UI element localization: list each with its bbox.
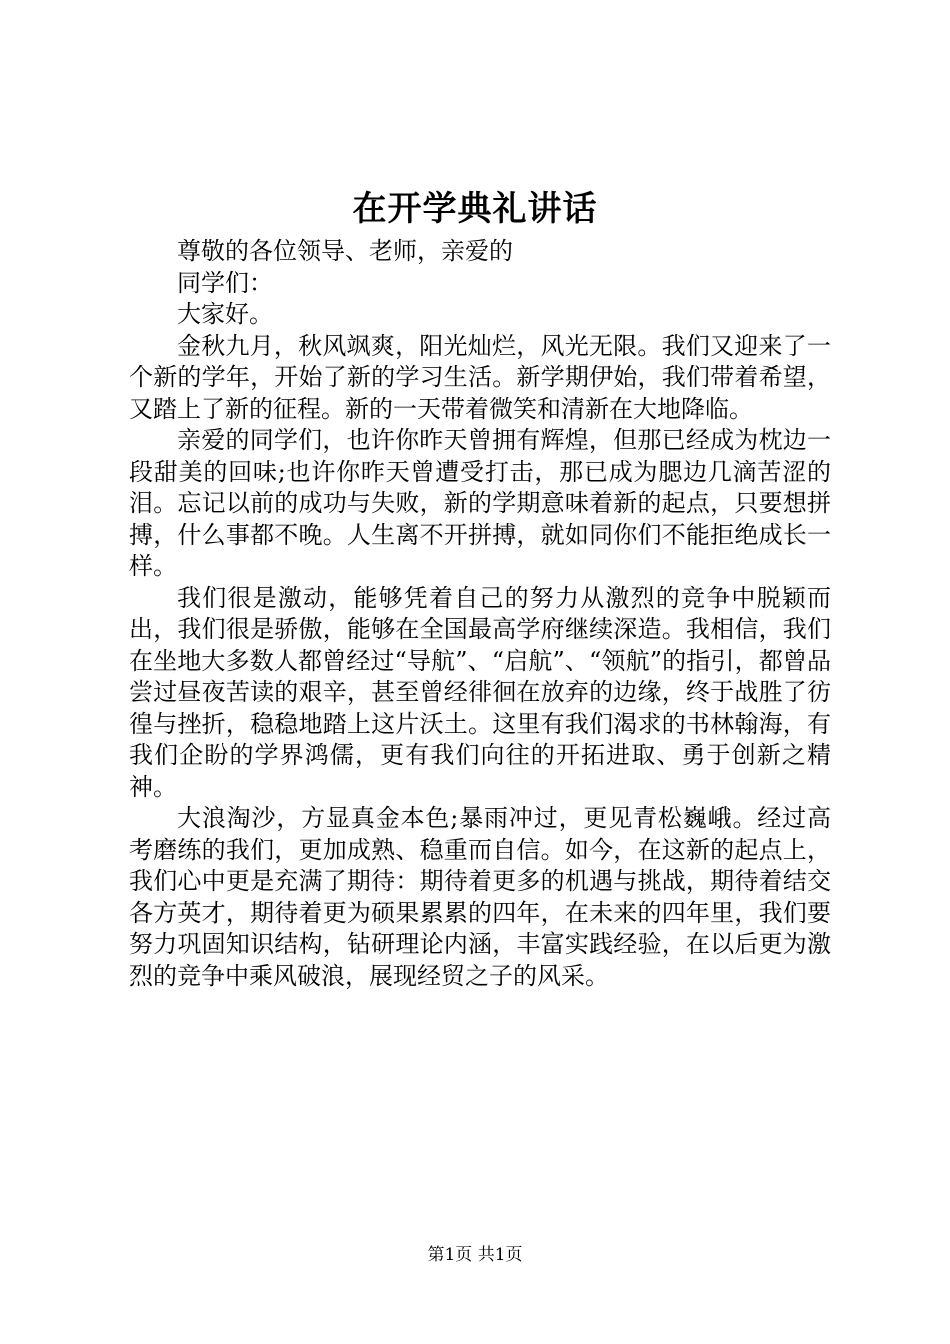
body-paragraph: 金秋九月，秋风飒爽，阳光灿烂，风光无限。我们又迎来了一个新的学年，开始了新的学习生活。新学期伊始，我们带着希望，又踏上了新的征程。新的一天带着微笑和清新在大地降临。 bbox=[129, 331, 831, 423]
body-paragraph: 我们很是激动，能够凭着自己的努力从激烈的竞争中脱颖而出，我们很是骄傲，能够在全国最高学府继续深造。我相信，我们在坐地大多数人都曾经过“导航”、“启航”、“领航”的指引，都曾品尝过昼夜苦读的艰辛，甚至曾经徘徊在放弃的边缘，终于战胜了彷徨与挫折，稳稳地踏上这片沃土。这里有我们渴求的书林翰海，有我们企盼的学界鸿儒，更有我们向往的开拓进取、勇于创新之精神。 bbox=[129, 583, 831, 801]
document-body bbox=[129, 236, 831, 992]
salutation-line-1: 尊敬的各位领导、老师，亲爱的 bbox=[177, 237, 513, 265]
greeting-paragraph: 大家好。 bbox=[177, 300, 273, 328]
document-title: 在开学典礼讲话 bbox=[352, 189, 598, 229]
page-footer: 第1页 共1页 bbox=[427, 1245, 523, 1265]
body-paragraph: 亲爱的同学们，也许你昨天曾拥有辉煌，但那已经成为枕边一段甜美的回味;也许你昨天曾遭受打击，那已成为腮边几滴苦涩的泪。忘记以前的成功与失败，新的学期意味着新的起点，只要想拼搏，什么事都不晚。人生离不开拼搏，就如同你们不能拒绝成长一样。 bbox=[129, 426, 831, 580]
salutation-line-2: 同学们： bbox=[177, 268, 273, 297]
body-paragraph: 大浪淘沙，方显真金本色;暴雨冲过，更见青松巍峨。经过高考磨练的我们，更加成熟、稳重而自信。如今，在这新的起点上，我们心中更是充满了期待：期待着更多的机遇与挑战，期待着结交各方英才，期待着更为硕果累累的四年，在未来的四年里，我们要努力巩固知识结构，钻研理论内涵，丰富实践经验，在以后更为激烈的竞争中乘风破浪，展现经贸之子的风采。 bbox=[129, 804, 831, 990]
